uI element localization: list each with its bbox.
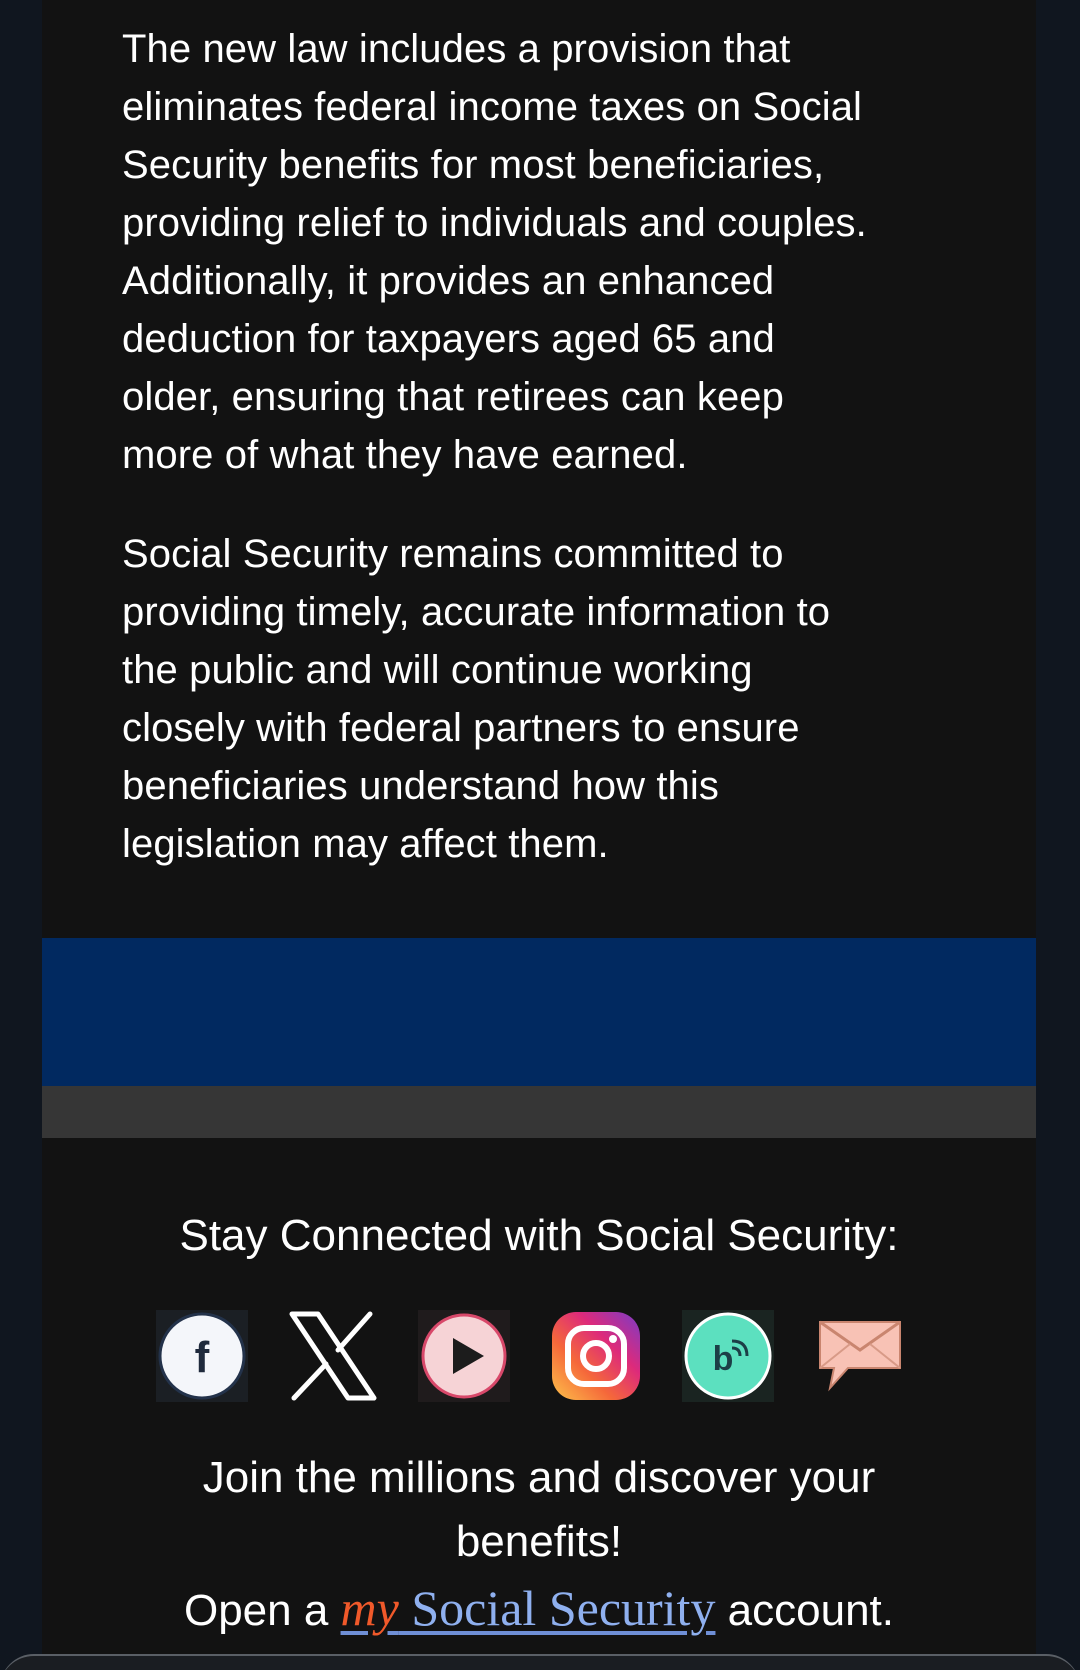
bottom-sheet-edge bbox=[0, 1654, 1080, 1670]
join-message: Join the millions and discover your benefits! bbox=[202, 1453, 876, 1566]
youtube-icon[interactable] bbox=[416, 1308, 512, 1404]
instagram-icon[interactable] bbox=[548, 1308, 644, 1404]
open-suffix-text: account. bbox=[715, 1586, 895, 1635]
svg-text:f: f bbox=[194, 1333, 210, 1382]
social-security-link-text: Social Security bbox=[398, 1580, 716, 1636]
blog-icon[interactable] bbox=[680, 1308, 776, 1404]
article-paragraph: Social Security remains committed to providing timely, accurate information to the public and will continue working closely with federal partners to ensure beneficiaries understand how this legislation may affect them. bbox=[122, 532, 831, 866]
footer-divider bbox=[42, 1086, 1036, 1138]
x-icon[interactable] bbox=[284, 1308, 380, 1404]
article-paragraph: The new law includes a provision that eliminates federal income taxes on Social Security benefits for most beneficiaries, providing relief to individuals and couples. Additionally, it provides an enhanced deduction for taxpayers aged 65 and older, ensuring that retirees can keep more of what they have earned. bbox=[122, 27, 867, 477]
stay-connected-heading: Stay Connected with Social Security: bbox=[179, 1211, 899, 1260]
my-social-security-link[interactable] bbox=[340, 1580, 716, 1636]
email-icon[interactable] bbox=[812, 1308, 908, 1404]
email-body-panel bbox=[42, 0, 1036, 1670]
open-account-line bbox=[42, 1576, 1036, 1643]
footer-banner bbox=[42, 938, 1036, 1086]
social-links bbox=[42, 1308, 1036, 1404]
my-word: my bbox=[340, 1580, 399, 1636]
facebook-icon[interactable] bbox=[154, 1308, 250, 1404]
svg-text:b: b bbox=[712, 1340, 734, 1378]
open-prefix-text: Open a bbox=[183, 1586, 341, 1635]
